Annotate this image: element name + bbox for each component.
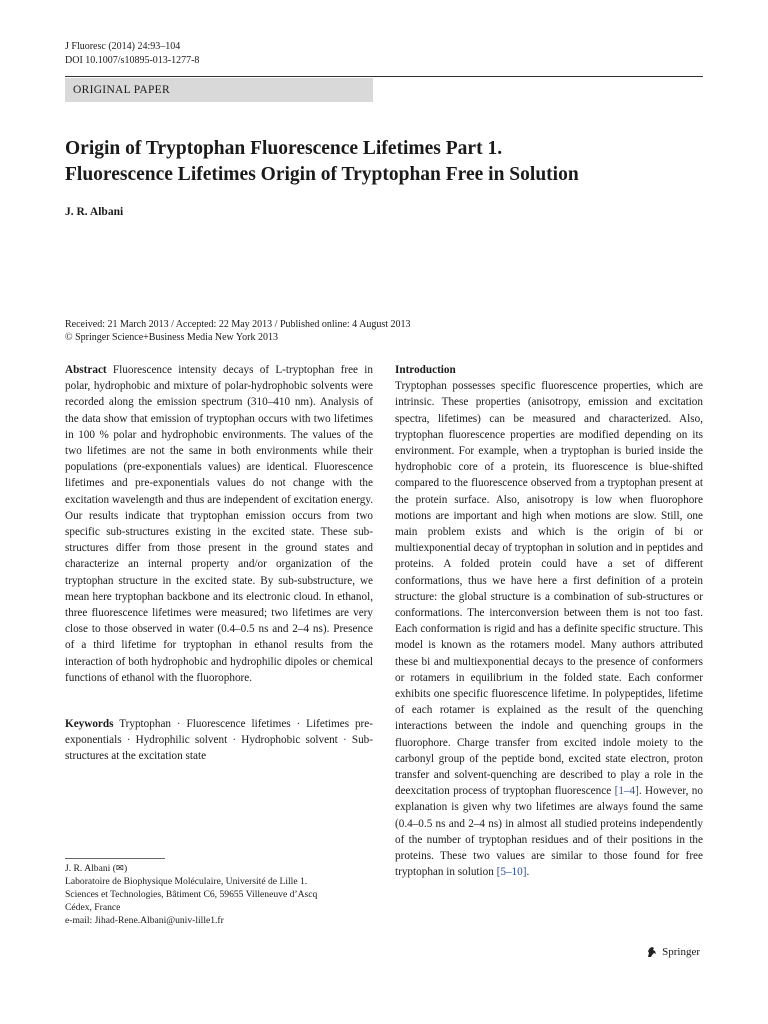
journal-doi[interactable]: DOI 10.1007/s10895-013-1277-8 [65,55,200,66]
history-dates: Received: 21 March 2013 / Accepted: 22 May 2013 / Published online: 4 August 2013 [65,319,411,330]
publisher-name: Springer [662,946,700,958]
affiliation-name: J. R. Albani (✉) [65,863,128,874]
title-line-2: Fluorescence Lifetimes Origin of Tryptophan Free in Solution [65,164,579,185]
intro-text-3: . [526,866,530,879]
affiliation-email[interactable]: e-mail: Jihad-Rene.Albani@univ-lille1.fr [65,915,224,926]
introduction-body [395,378,703,880]
abstract-label: Abstract [65,364,107,376]
citation-link-5-10[interactable]: [5–10] [496,866,527,879]
header-rule [65,76,703,77]
affiliation-line-1: Laboratoire de Biophysique Moléculaire, Université de Lille 1. [65,876,308,887]
citation-link-1-4[interactable]: [1–4] [614,785,639,798]
journal-info [65,40,199,68]
journal-citation: J Fluoresc (2014) 24:93–104 [65,41,181,52]
abstract-text: Fluorescence intensity decays of L-tryptophan free in polar, hydrophobic and mixture of polar-hydrophobic solvents were recorded along the emission spectrum (310–410 nm). Analysis of the data show that emission of tryptophan occurs with two lifetimes in 100 % polar and hydrophobic environments. The values of the two lifetimes are not the same in both environments while their populations (pre-exponentials values) are identical. Fluorescence lifetimes and pre-exponentials values do not change with the excitation wavelength and thus are independent of excitation energy. Our results indicate that tryptophan emission occurs from two specific sub-structures existing in the excited state. These sub-structures differ from those present in the ground states and characterize an internal property and/or organization of the tryptophan structure in the excited state. By sub-substructure, we mean here tryptophan backbone and its electronic cloud. In ethanol, three fluorescence lifetimes were measured; two lifetimes are very close to those observed in water (0.4–0.5 ns and 2–4 ns). Presence of a third lifetime for tryptophan in ethanol results from the interaction of both hydrophobic and hydrophilic dipoles or chemical functions of ethanol with the fluorophore. [65,364,373,684]
springer-horse-icon [646,946,658,958]
keywords-label: Keywords [65,718,114,731]
right-column [395,362,703,881]
author-name[interactable]: J. R. Albani [65,206,124,218]
affiliation-rule [65,858,165,859]
intro-text-1: Tryptophan possesses specific fluorescence properties, which are intrinsic. These properties (anisotropy, emission and excitation spectra, lifetimes) can be measured and characterized. Also, tryptophan fluorescence properties are modified depending on its environment. For example, when a tryptophan is buried inside the hydrophobic core of a protein, its fluorescence is blue-shifted compared to the fluorescence observed from a tryptophan present at the protein surface. Also, anisotropy is low when fluorophore motions are important and high when motions are slow. Still, one main problem exists and which is the origin of bi or multiexponential decay of tryptophan in solution and in peptides and proteins. A folded protein could have a set of different conformations, thus we have here a first definition of a protein structure: the global structure is a combination of sub-structures or conformations. The interconversion between them is not too fast. Each conformation is rigid and has a definite specific structure. This model is known as the rotamers model. Many authors attributed these bi and multiexponential decays to the presence of conformers or rotamers in equilibrium in the folded state. Each conformer exhibits one specific fluorescence lifetime. In polypeptides, lifetime of each rotamer is explained as the result of the quenching interactions between the indole and quenching groups in the fluorophore. Charge transfer from excited indole moiety to the carbonyl group of the peptide bond, excited state electron, proton transfer and solvent-quenching are described to play a role in the deexcitation process of tryptophan fluorescence [395,380,703,798]
keywords [65,716,373,765]
abstract [65,362,373,686]
affiliation-line-3: Cédex, France [65,902,121,913]
left-column [65,362,373,765]
intro-text-2: . However, no explanation is given why two lifetimes are always found the same (0.4–0.5 ns and 2–4 ns) in almost all studied proteins independently of the number of tryptophan residues and of their positions in the proteins. These two values are similar to those found for free tryptophan in solution [395,785,703,879]
publisher-logo [646,946,700,958]
affiliation-line-2: Sciences et Technologies, Bâtiment C6, 59655 Villeneuve d’Ascq [65,889,318,900]
title-line-1: Origin of Tryptophan Fluorescence Lifetimes Part 1. [65,138,503,159]
affiliation [65,862,375,927]
introduction-heading: Introduction [395,364,456,376]
article-type-banner: ORIGINAL PAPER [65,78,373,102]
keywords-text: Tryptophan · Fluorescence lifetimes · Lifetimes pre-exponentials · Hydrophilic solvent · Hydrophobic solvent · Sub-structures at the excitation state [65,718,373,763]
publication-dates [65,318,411,344]
article-title [65,136,705,188]
copyright-line: © Springer Science+Business Media New York 2013 [65,332,278,343]
